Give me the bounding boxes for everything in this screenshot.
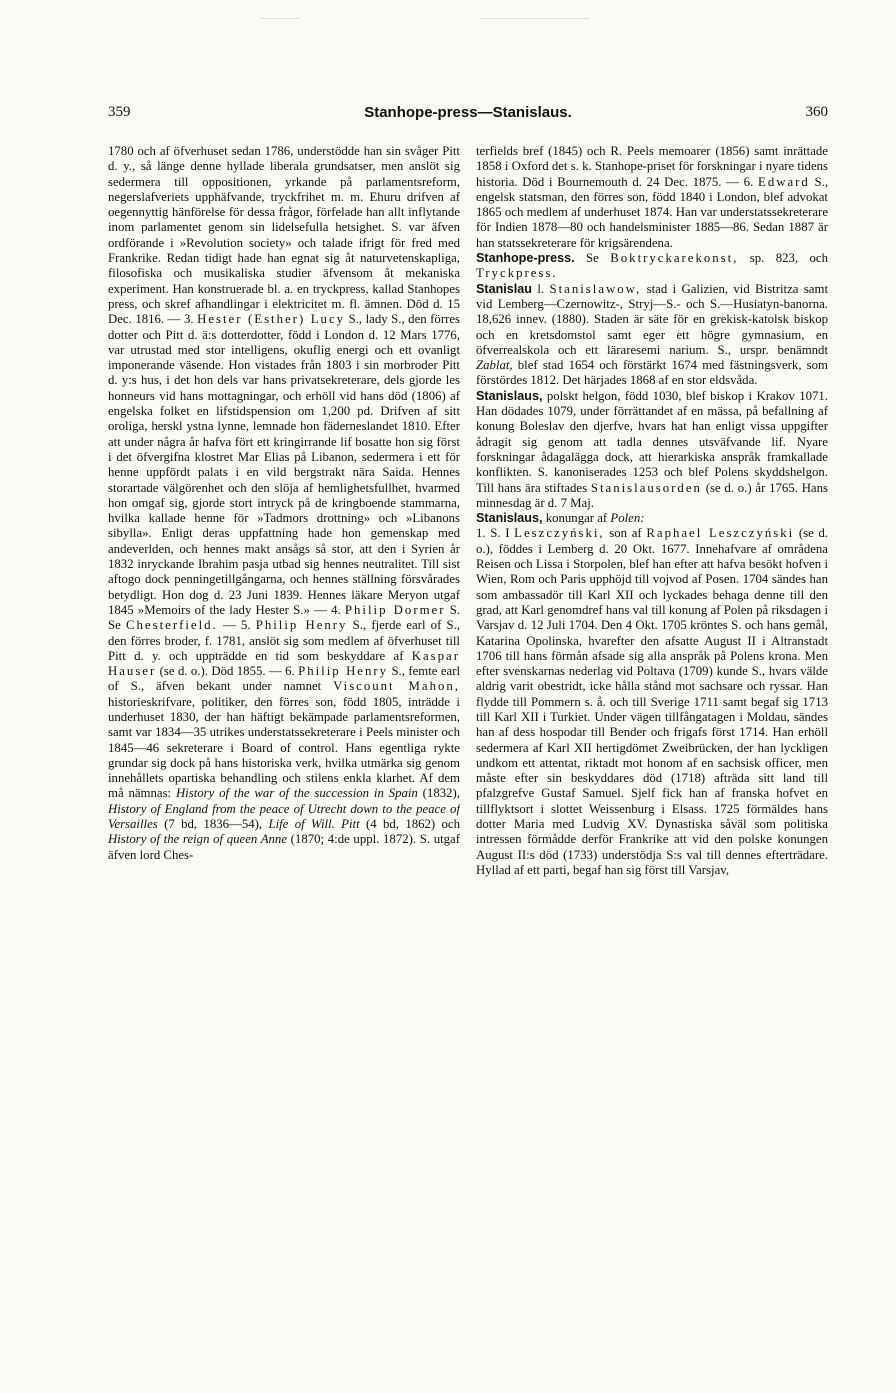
cross-reference: Kaspar Hauser <box>108 648 460 679</box>
scan-artifact <box>260 18 300 19</box>
entry-stanislau: Stanislau l. Stanislawow, stad i Galizien, vid Bistritza samt vid Lemberg—Czernowitz-, Stryj—S.- och S.—Husiatyn-banorna. 18,626 innev. (1880). Staden är säte för en grekisk-katolsk biskop och en kretsdomstol samt eger ett högre gymnasium, en öfverrealskola och ett läraresemi narium. S., urspr. benämndt Zablat, blef stad 1654 och förstärkt 1674 med fästningsverk, som förstördes 1812. Det härjades 1868 af en stor eldsvåda. <box>476 281 828 388</box>
entry-text: terfields bref (1845) och R. Peels memoarer (1856) samt inrättade 1858 i Oxford det s. k. Stanhope-priset för forskningar i nyare tidens historia. Död i Bournemouth d. 24 Dec. 1875. — 6. Edward S., engelsk statsman, den förres son, född 1840 i London, blef advokat 1865 och medlem af underhuset 1874. Han var understatssekreterare för Indien 1878—80 och handelsminister 1885—86. Sedan 1887 är han statssekreterare för krigsärendena. <box>476 144 828 250</box>
person-name: Hester (Esther) Lucy <box>197 312 346 327</box>
book-title: History of the reign of queen Anne <box>108 832 288 847</box>
person-name: Leszczyński, <box>514 526 605 541</box>
book-title: History of the war of the succession in Spain <box>175 786 418 801</box>
country-link: Polen: <box>610 511 645 526</box>
person-name: Edward <box>758 174 810 189</box>
book-title: Life of Will. Pitt <box>268 817 360 832</box>
entry-stanislaus-i: 1. S. I Leszczyński, son af Raphael Leszczyński (se d. o.), föddes i Lemberg d. 20 Okt. 1677. Innehafvare af områdena Reisen och Lissa i Storpolen, blef han efter att hafva besökt hofven i Wien, Rom och Paris upphöjd till vojvod af Posen. 1704 sändes han som ambassadör till Karl XII och lyckades behaga denne till den grad, att Karl genomdref hans val till konung af Polen på riksdagen i Varsjav d. 12 Juli 1704. Den 4 Okt. 1705 kröntes S. och hans gemål, Katarina Opolinska, hvarefter den afsatte August II i Altranstadt 1706 till hans förmån afsade sig alla anspråk på Polens krona. Men efter svenskarnas nederlag vid Poltava (1709) kunde S., hvars välde aldrig varit obestridt, icke hålla stånd mot sachsare och ryssar. Han flydde till Pommern s. å. och till Sverige 1711 samt begaf sig 1713 till Karl XII i Turkiet. Under vägen tillfångatagen i Moldau, sändes han af dess hospodar till Bender och frigafs först 1714. Han erhöll sedermera af Karl XII hertigdömet Zweibrücken, der han lyckligen undkom ett attentat, riktadt mot honom af en sachsisk officer, men måste efter sin beskyddares död (1718) afträda sitt land till pfalzgrefve Gustaf Samuel. Sjelf fick han af franska hofvet en tillflyktsort i slottet Weissenburg i Elsass. 1725 förmäldes hans dotter Maria med Ludvig XV. Dynastiska såväl som politiska intressen förmådde derför Frankrike att vid den polske konungen August II:s död (1733) understödja S:s val till dennes efterträdare. Hyllad af ett parti, begaf han sig först till Varsjav, <box>476 526 828 877</box>
scan-artifact <box>480 18 590 19</box>
entry-heading: Stanhope-press. <box>476 251 575 266</box>
running-title: Stanhope-press—Stanislaus. <box>364 104 572 121</box>
former-name: Zablat, <box>476 358 513 373</box>
entry-stanislaus-saint: Stanislaus, polskt helgon, född 1030, blef biskop i Krakov 1071. Han dödades 1079, under förrättandet af en mässa, på befallning af konung Boleslav den djerfve, hvars hat han enligt vissa uppgifter ådragit sig genom att tadla dennes utsväfvande lif. Nyare forskningar ådagalägga dock, att hierarkiska anspråk framkallade konflikten. S. kanoniserades 1253 och blef Polens skyddshelgon. Till hans ära stiftades Stanislausorden (se d. o.) år 1765. Hans minnesdag är d. 7 Maj. <box>476 388 828 510</box>
person-name: Viscount Mahon, <box>333 679 460 694</box>
entry-text: 1780 och af öfverhuset sedan 1786, understödde han sin svåger Pitt d. y., så länge denne hyllade liberala grundsatser, men anslöt sig sedermera till oppositionen, yrkande på parlamentsreform, negerslafveriets upphäfvande, tryckfrihet m. m. Ehuru drifven af oegennyttig hänförelse för dessa frågor, förfelade han allt inflytande inom parlamentet genom sin lidelsefulla hetsighet. S. var äfven ordförande i »Revolution society» och talade ifrigt för fred med Frankrike. Redan tidigt hade han egnat sig åt naturvetenskapliga, filosofiska och musikaliska studier äfvensom åt mekaniska experiment. Han konstruerade bl. a. en tryckpress, kallad Stanhopes press, och skref afhandlingar i elektricitet m. fl. ämnen. Död d. 15 Dec. 1816. — 3. Hester (Esther) Lucy S., lady S., den förres dotter och Pitt d. ä:s dotterdotter, född i London d. 12 Mars 1776, var utrustad med stor intelligens, okuflig energi och ett ovanligt imponerande väsende. Hon vistades från 1803 i sin morbroder Pitt d. y:s hus, i det hon dels var hans privatsekreterare, dels gjorde les honneurs vid hans mottagningar, och erhöll vid hans död (1806) af engelska folket en lifstidspension om 1,200 pd. Drifven af sitt oroliga, herskl ystna lynne, lemnade hon fäderneslandet 1810. Efter att under några år hafva fört ett kringirrande lif bosatte hon sig först i det öfvergifna klostret Mar Elias på Libanon, sedermera i ett för henne uppfördt palats i en vild bergstrakt nära Saida. Hennes storartade välgörenhet och den slöja af hemlighetsfullhet, hvarmed hon omgaf sig, gjorde stort intryck på de kringboende stammarna, hvilka kallade henne för »Tadmors drottning» och »Libanons sibylla». Enligt deras uppfattning hade hon gemenskap med andeverlden, och hennes makt ansågs så stor, att den i Syrien år 1832 inryckande Ibrahim pasja utbad sig hennes neutralitet. Till sist aftogo dock penningetillgångarna, och hennes ställning försvårades betydligt. Hon dog d. 23 Juni 1839. Hennes läkare Meryon utgaf 1845 »Memoirs of the lady Hester S.» — 4. Philip Dormer S. Se Chesterfield. — 5. Philip Henry S., fjerde earl of S., den förres broder, f. 1781, anslöt sig som medlem af öfverhuset till Pitt d. y. och uppträdde en tid som beskyddare af Kaspar Hauser (se d. o.). Död 1855. — 6. Philip Henry S., femte earl of S., äfven bekant under namnet Viscount Mahon, historieskrifvare, politiker, den förres son, född 1805, inträdde i underhuset 1830, der han häftigt bekämpade parlamentsreformen, samt var 1834—35 utrikes understatssekreterare i Peels minister och 1845—46 sekreterare i Board of control. Hans egentliga rykte grundar sig dock på hans historiska verk, hvilka utmärka sig genom innehållets opartiska behandling och stilens enkla klarhet. Af dem må nämnas: History of the war of the succession in Spain (1832), History of England from the peace of Utrecht down to the peace of Versailles (7 bd, 1836—54), Life of Will. Pitt (4 bd, 1862) och History of the reign of queen Anne (1870; 4:de uppl. 1872). S. utgaf äfven lord Ches- <box>108 144 460 862</box>
cross-reference: Stanislausorden <box>590 480 702 495</box>
person-name: Philip Henry <box>255 618 348 633</box>
book-title: History of England from the peace of Utrecht down to the peace of Versailles <box>108 801 460 832</box>
entry-stanislaus-kings: Stanislaus, konungar af Polen: <box>476 511 645 526</box>
entry-heading: Stanislaus, <box>476 511 543 526</box>
left-column <box>108 144 460 863</box>
entry-stanhope-press: Stanhope-press. Se Boktryckarekonst, sp. 823, och Tryckpress. <box>476 251 828 281</box>
cross-reference: Boktryckarekonst, <box>610 251 739 266</box>
right-column <box>476 144 828 878</box>
person-name: Raphael Leszczyński <box>646 526 795 541</box>
person-name: Philip Dormer <box>344 602 446 617</box>
entry-heading: Stanislau <box>476 281 532 296</box>
running-header <box>108 104 828 128</box>
page-number-right: 360 <box>805 104 828 120</box>
alt-name: Stanislawow, <box>549 281 642 296</box>
cross-reference: Chesterfield. <box>126 618 218 633</box>
page-number-left: 359 <box>108 104 131 120</box>
entry-heading: Stanislaus, <box>476 388 543 403</box>
person-name: Philip Henry <box>298 664 389 679</box>
cross-reference: Tryckpress. <box>476 266 558 281</box>
